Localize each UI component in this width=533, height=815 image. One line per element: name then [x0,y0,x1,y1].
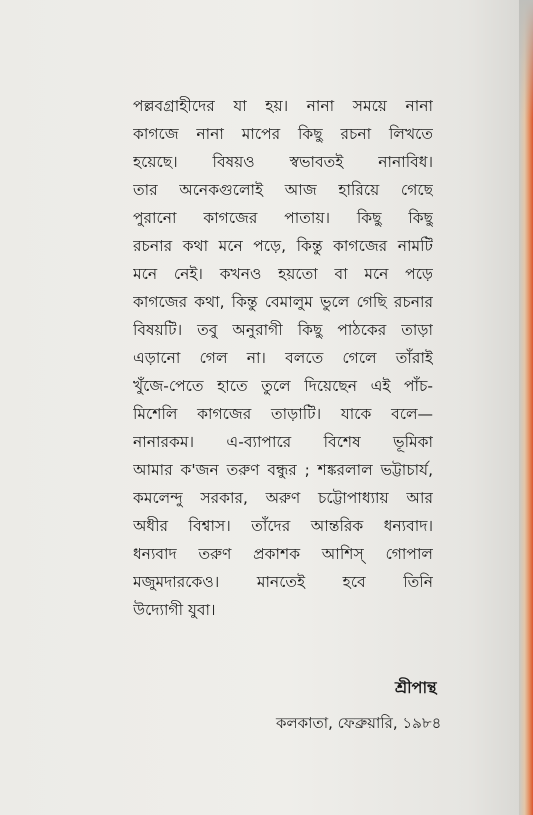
paragraph-line: আমার ক'জন তরুণ বন্ধুর ; শঙ্করলাল ভট্টাচার্য, [133,461,433,479]
paragraph-line: মিশেলি কাগজের তাড়াটি। যাকে বলে— [133,405,433,423]
paragraph-line: ধন্যবাদ তরুণ প্রকাশক আশিস্ গোপাল [133,545,433,563]
paragraph-line: খুঁজে-পেতে হাতে তুলে দিয়েছেন এই পাঁচ- [133,377,433,395]
paragraph-line: বিষয়টি। তবু অনুরাগী কিছু পাঠকের তাড়া [133,321,433,339]
paragraph-line: পুরানো কাগজের পাতায়। কিছু কিছু [133,209,433,227]
paragraph-line: তার অনেকগুলোই আজ হারিয়ে গেছে [133,181,433,199]
paragraph-line: অধীর বিশ্বাস। তাঁদের আন্তরিক ধন্যবাদ। [133,517,433,535]
book-page-edge [519,0,533,815]
paragraph-line: কাগজে নানা মাপের কিছু রচনা লিখতে [133,125,433,143]
paragraph-line: মনে নেই। কখনও হয়তো বা মনে পড়ে [133,265,433,283]
preface-paragraph [133,92,433,624]
paragraph-line: কাগজের কথা, কিন্তু বেমালুম ভুলে গেছি রচনার [133,293,433,311]
paragraph-line: উদ্যোগী যুবা। [133,601,216,619]
author-signature: শ্রীপান্থ [395,678,437,697]
paragraph-line: নানারকম। এ-ব্যাপারে বিশেষ ভূমিকা [133,433,433,451]
paragraph-line: হয়েছে। বিষয়ও স্বভাবতই নানাবিধ। [133,153,433,171]
book-page-edge-shadow [519,0,533,120]
place-and-date: কলকাতা, ফেব্রুয়ারি, ১৯৮৪ [276,714,442,732]
paragraph-line: মজুমদারকেও। মানতেই হবে তিনি [133,573,433,591]
paragraph-line: পল্লবগ্রাহীদের যা হয়। নানা সময়ে নানা [133,97,433,115]
paragraph-line: এড়ানো গেল না। বলতে গেলে তাঁরাই [133,349,433,367]
paragraph-line: কমলেন্দু সরকার, অরুণ চট্টোপাধ্যায় আর [133,489,433,507]
paragraph-line: রচনার কথা মনে পড়ে, কিন্তু কাগজের নামটি [133,237,433,255]
